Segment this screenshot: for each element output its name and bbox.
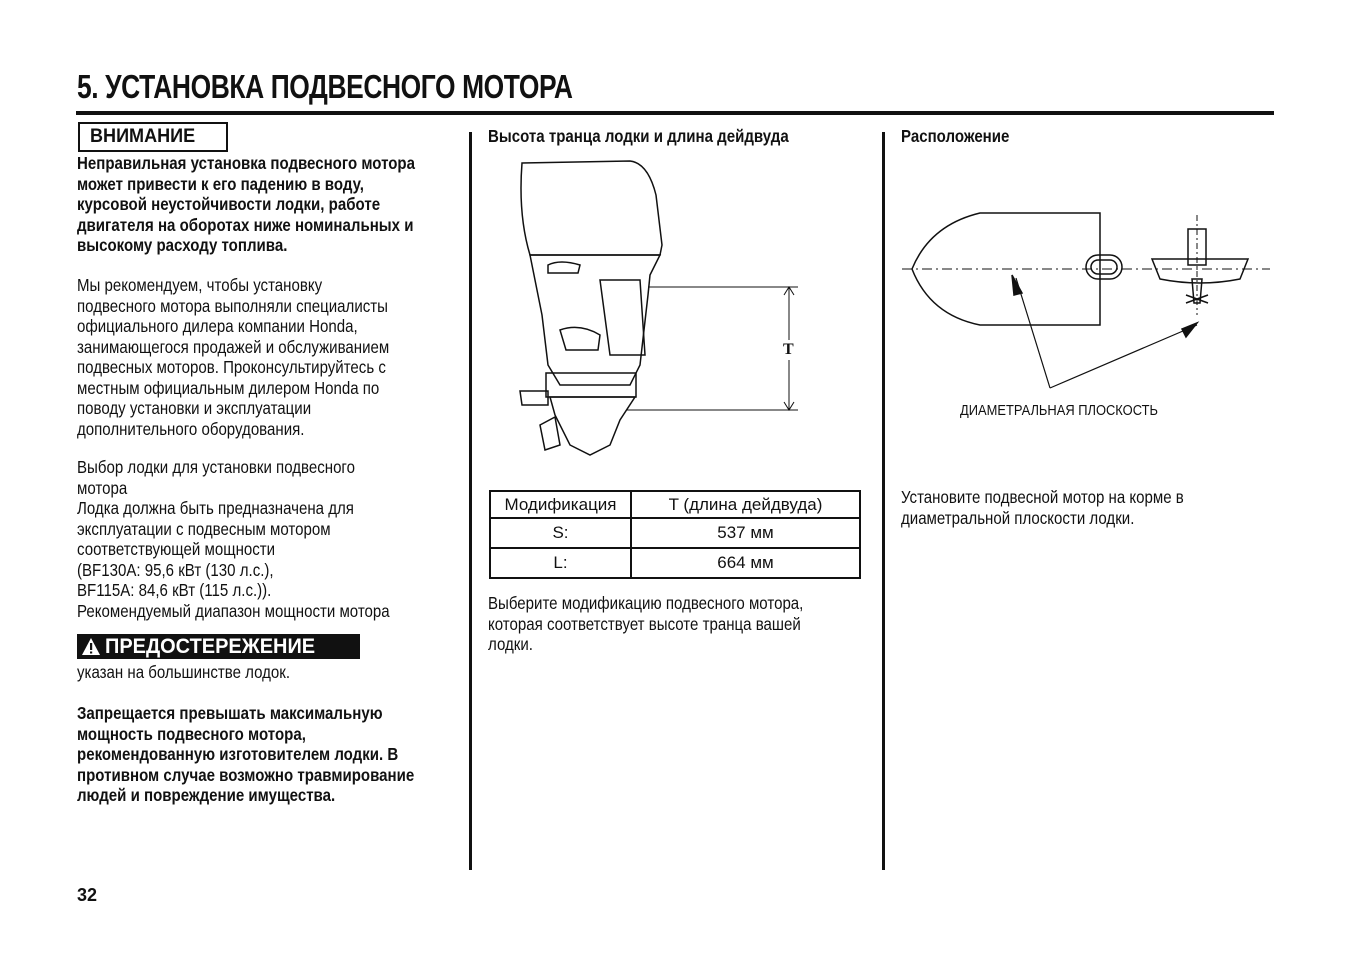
warning-label: ПРЕДОСТЕРЕЖЕНИЕ [105, 635, 316, 658]
table-row [490, 548, 860, 578]
dimension-t-label: T [783, 341, 794, 358]
outboard-motor-illustration [500, 155, 810, 460]
page-number: 32 [77, 885, 98, 905]
warning-text: Запрещается превышать максимальную мощность подвесного мотора, рекомендованную изготовителем лодки. В противном случае возможно травмирование людей и повреждение имущества. [77, 703, 415, 805]
table-row [490, 518, 860, 548]
location-heading: Расположение [901, 126, 1010, 146]
mounting-instruction-text: Установите подвесной мотор на корме в диаметральной плоскости лодки. [901, 487, 1184, 528]
recommendation-paragraph: Мы рекомендуем, чтобы установку подвесного мотора выполняли специалисты официального дилера компании Honda, занимающегося продажей и обслуживанием подвесных моторов. Проконсультируйтесь с местным официальным дилером Honda по поводу установки и эксплуатации дополнительного оборудования. [77, 275, 390, 439]
notice-text: Неправильная установка подвесного мотора может привести к его падению в воду, курсовой неустойчивости лодки, работе двигателя на оборотах ниже номинальных и высокому расходу топлива. [77, 153, 416, 255]
table-cell: S: [490, 518, 631, 548]
notice-label: ВНИМАНИЕ [90, 126, 196, 147]
column-divider [469, 132, 472, 870]
centerline-illustration [900, 205, 1275, 405]
boat-selection-paragraph: Выбор лодки для установки подвесного мотора Лодка должна быть предназначена для эксплуатации с подвесным мотором соответствующей мощности (BF130A: 95,6 кВт (130 л.с.), BF115A: 84,6 кВт (115 л.с.)). Рекомендуемый диапазон мощности мотора [77, 457, 390, 621]
table-cell: L: [490, 548, 631, 578]
page-title: 5. УСТАНОВКА ПОДВЕСНОГО МОТОРА [77, 68, 573, 105]
model-selection-text: Выберите модификацию подвесного мотора, которая соответствует высоте транца вашей лодки. [488, 593, 804, 654]
transom-heading: Высота транца лодки и длина дейдвуда [488, 126, 789, 146]
table-header-cell: Модификация [490, 491, 631, 518]
centerline-label: ДИАМЕТРАЛЬНАЯ ПЛОСКОСТЬ [960, 402, 1158, 419]
table-cell: 664 мм [631, 548, 860, 578]
table-cell: 537 мм [631, 518, 860, 548]
column-divider [882, 132, 885, 870]
boat-label-paragraph: указан на большинстве лодок. [77, 662, 291, 682]
table-header-row [490, 491, 860, 518]
title-rule [76, 111, 1274, 115]
warning-triangle-icon [81, 637, 101, 656]
warning-badge [77, 634, 360, 659]
model-shaft-length-table [489, 490, 861, 579]
table-header-cell: T (длина дейдвуда) [631, 491, 860, 518]
notice-badge [78, 122, 228, 152]
